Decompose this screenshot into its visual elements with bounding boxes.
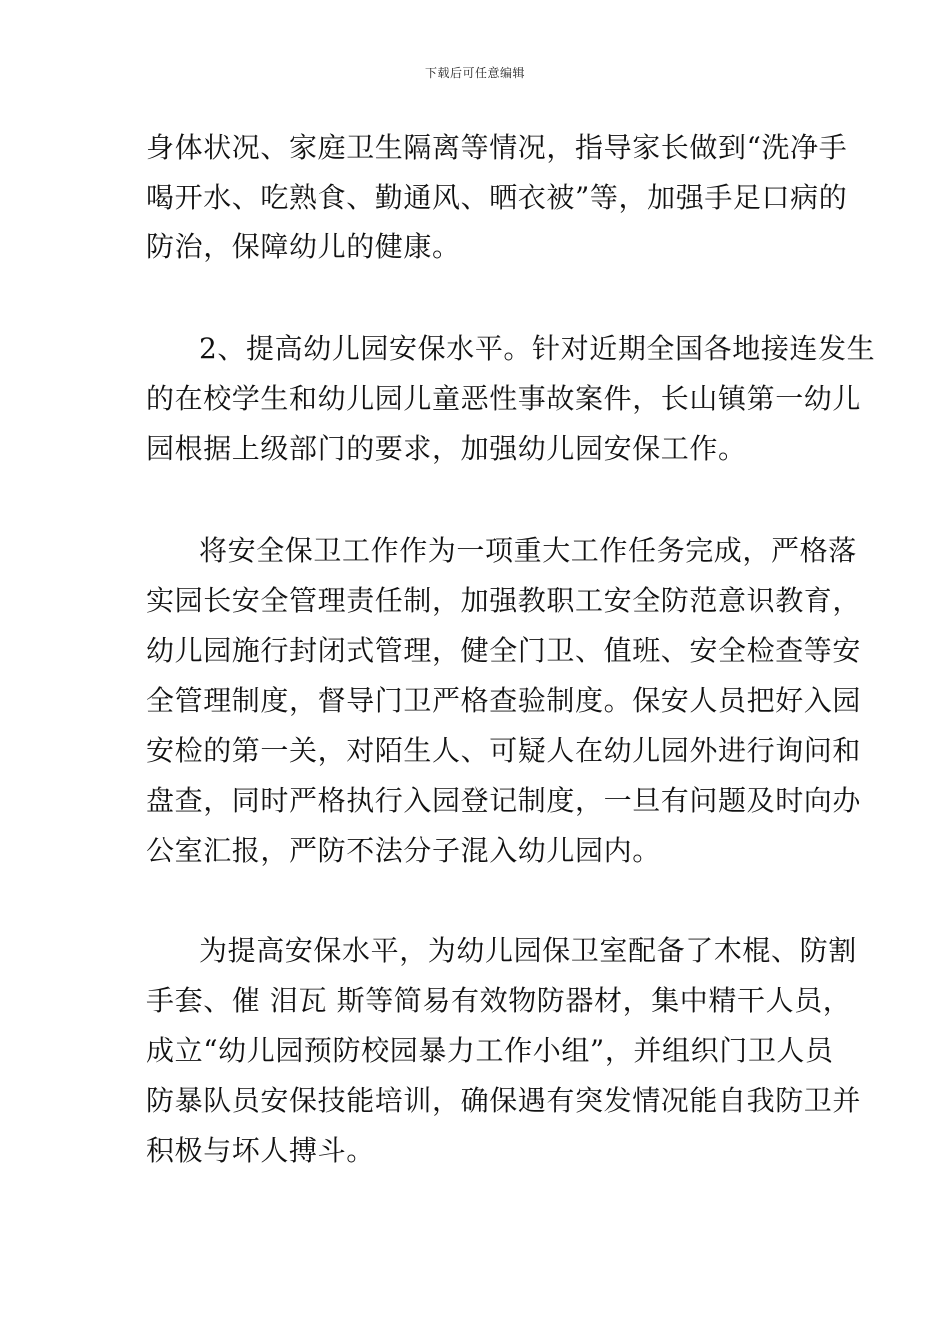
paragraph-1-line-3: 防治，保障幼儿的健康。 (146, 230, 461, 263)
paragraph-4-line-4: 防暴队员安保技能培训，确保遇有突发情况能自我防卫并 (146, 1084, 862, 1117)
paragraph-3-line-7: 公室汇报，严防不法分子混入幼儿园内。 (146, 834, 661, 867)
paragraph-4-line-2: 手套、催 泪瓦 斯等简易有效物防器材，集中精干人员， (146, 984, 852, 1017)
paragraph-1-line-1: 身体状况、家庭卫生隔离等情况，指导家长做到“洗净手 (146, 131, 848, 164)
paragraph-3-line-2: 实园长安全管理责任制，加强教职工安全防范意识教育， (146, 584, 862, 617)
paragraph-2-line-1: 2、提高幼儿园安保水平。针对近期全国各地接连发生 (199, 332, 876, 365)
paragraph-3-line-5: 安检的第一关，对陌生人、可疑人在幼儿园外进行询问和 (146, 734, 862, 767)
paragraph-1-line-2: 喝开水、吃熟食、勤通风、晒衣被”等，加强手足口病的 (146, 181, 848, 214)
paragraph-4-line-3: 成立“幼儿园预防校园暴力工作小组”，并组织门卫人员 (146, 1034, 834, 1067)
paragraph-4-line-1: 为提高安保水平，为幼儿园保卫室配备了木棍、防割 (199, 934, 857, 967)
paragraph-2-line-2: 的在校学生和幼儿园儿童恶性事故案件，长山镇第一幼儿 (146, 382, 862, 415)
page-header: 下载后可任意编辑 (424, 66, 525, 80)
paragraph-2-line-3: 园根据上级部门的要求，加强幼儿园安保工作。 (146, 432, 747, 465)
paragraph-3-line-6: 盘查，同时严格执行入园登记制度，一旦有问题及时向办 (146, 784, 862, 817)
paragraph-3-line-4: 全管理制度，督导门卫严格查验制度。保安人员把好入园 (146, 684, 862, 717)
paragraph-4-line-5: 积极与坏人搏斗。 (146, 1134, 375, 1167)
paragraph-3-line-1: 将安全保卫工作作为一项重大工作任务完成，严格落 (199, 534, 857, 567)
paragraph-3-line-3: 幼儿园施行封闭式管理，健全门卫、值班、安全检查等安 (146, 634, 862, 667)
